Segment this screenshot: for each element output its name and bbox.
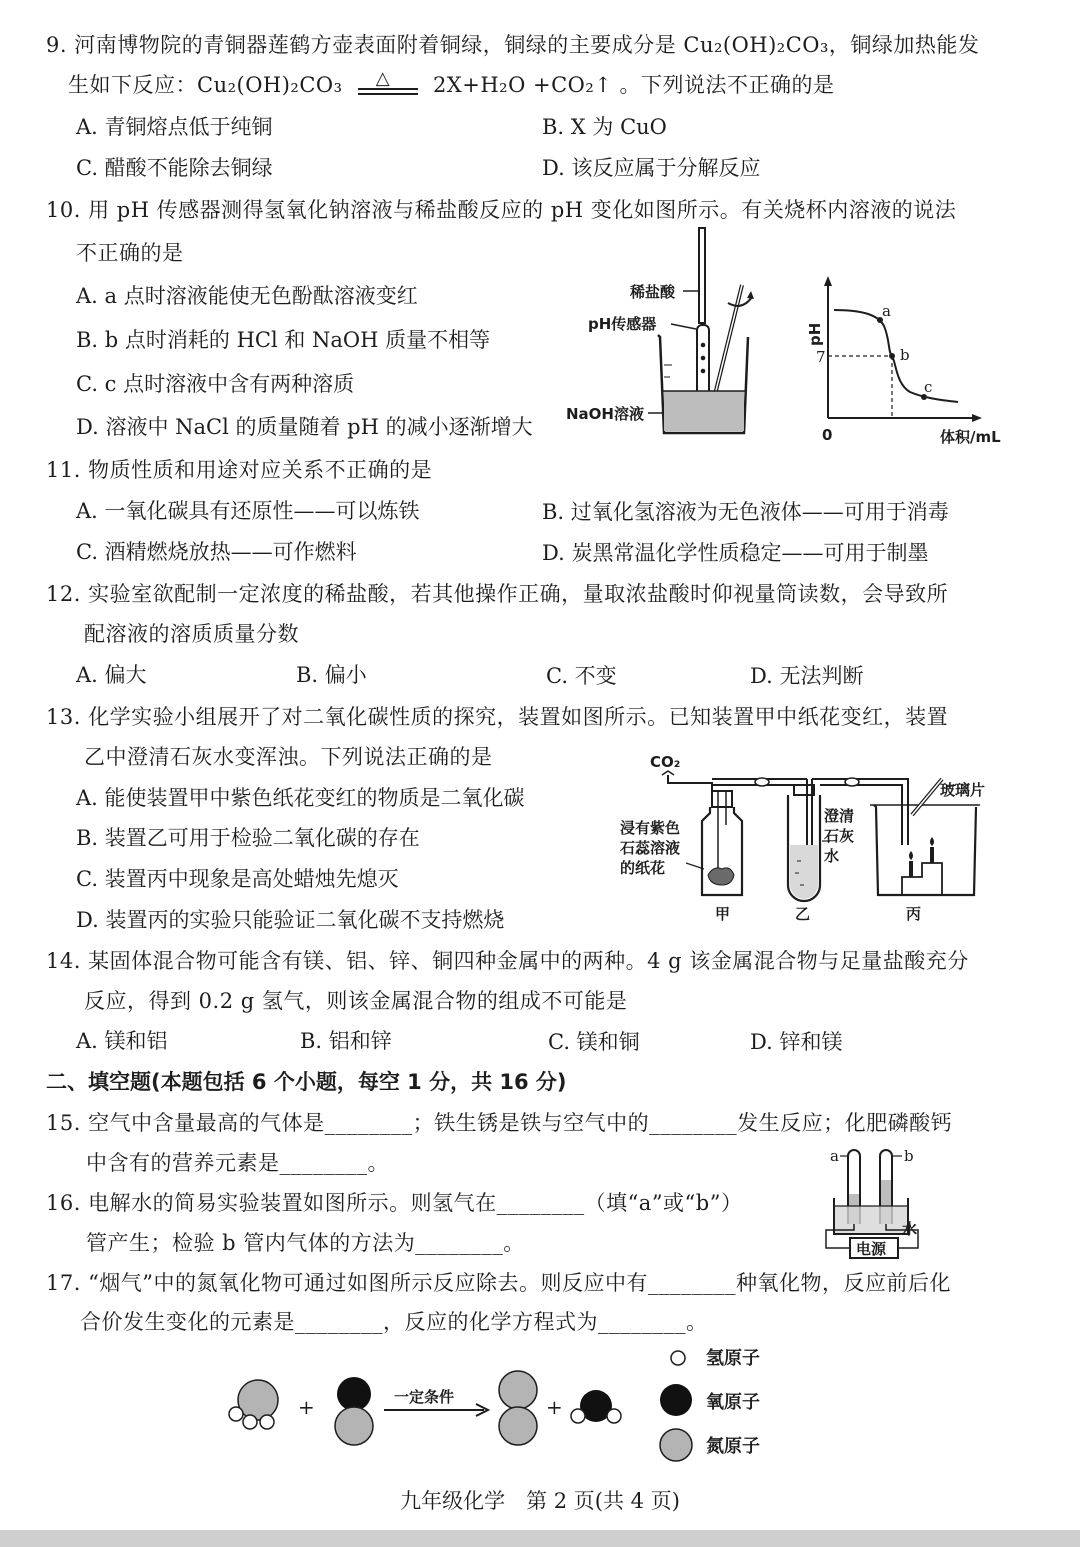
q10-stem-line2: 不正确的是	[76, 241, 184, 265]
plus-2: +	[546, 1395, 563, 1419]
y-axis-label: pH	[806, 322, 824, 346]
point-b	[889, 353, 895, 359]
legend-h-label: 氢原子	[706, 1348, 760, 1369]
paper-label-line1: 浸有紫色	[620, 819, 681, 837]
legend-n-atom-icon	[660, 1429, 692, 1461]
point-b-label: b	[900, 346, 910, 364]
q12-option-d[interactable]: D. 无法判断	[750, 664, 864, 688]
naoh-label: NaOH溶液	[566, 405, 644, 423]
sensor-label: pH传感器	[588, 315, 657, 333]
acid-label: 稀盐酸	[630, 283, 676, 301]
q14-stem-line2: 反应，得到 0.2 g 氢气，则该金属混合物的组成不可能是	[84, 989, 628, 1013]
q10-ph-graph	[800, 270, 1020, 450]
q11-option-c[interactable]: C. 酒精燃烧放热——可作燃料	[76, 540, 357, 564]
q10-option-d[interactable]: D. 溶液中 NaCl 的质量随着 pH 的减小逐渐增大	[76, 415, 533, 439]
bottom-divider	[0, 1530, 1080, 1547]
co2-label: CO₂	[650, 753, 681, 771]
glass-plate-label: 玻璃片	[940, 781, 986, 799]
q12-option-a[interactable]: A. 偏大	[76, 663, 147, 687]
paper-label-line2: 石蕊溶液	[620, 839, 681, 857]
reaction-condition: 一定条件	[394, 1388, 455, 1406]
q11-option-a[interactable]: A. 一氧化碳具有还原性——可以炼铁	[76, 499, 420, 523]
tube-b-label: b	[904, 1147, 914, 1165]
power-label: 电源	[856, 1240, 887, 1258]
lime-label-line3: 水	[824, 847, 840, 865]
page-footer: 九年级化学 第 2 页(共 4 页)	[400, 1489, 680, 1513]
q16-stem-line2: 管产生；检验 b 管内气体的方法为________。	[86, 1231, 525, 1255]
q16-electrolysis-figure	[822, 1144, 932, 1264]
q9-stem-line1: 9. 河南博物院的青铜器莲鹤方壶表面附着铜绿，铜绿的主要成分是 Cu₂(OH)₂CO₃，铜绿加热能发	[46, 33, 980, 57]
q9-option-c[interactable]: C. 醋酸不能除去铜绿	[76, 156, 273, 180]
paper-label-line3: 的纸花	[620, 859, 666, 877]
q14-option-b[interactable]: B. 铝和锌	[300, 1029, 392, 1053]
q12-stem-line2: 配溶液的溶质质量分数	[84, 622, 299, 646]
q13-option-b[interactable]: B. 装置乙可用于检验二氧化碳的存在	[76, 826, 420, 850]
q14-option-a[interactable]: A. 镁和铝	[76, 1029, 168, 1053]
legend-o-label: 氧原子	[706, 1392, 760, 1413]
q11-stem: 11. 物质性质和用途对应关系不正确的是	[46, 458, 433, 482]
x-axis-label: 体积/mL	[940, 428, 1001, 446]
q13-option-c[interactable]: C. 装置丙中现象是高处蜡烛先熄灭	[76, 867, 399, 891]
q15-stem-line2: 中含有的营养元素是________。	[86, 1151, 389, 1175]
q17-reaction-figure	[222, 1342, 782, 1472]
q9-heat-arrow	[358, 67, 418, 100]
legend-n-label: 氮原子	[706, 1436, 760, 1457]
q10-stem-line1: 10. 用 pH 传感器测得氢氧化钠溶液与稀盐酸反应的 pH 变化如图所示。有关烧杯内溶液的说法	[46, 198, 957, 222]
point-c-label: c	[924, 378, 933, 396]
q13-option-d[interactable]: D. 装置丙的实验只能验证二氧化碳不支持燃烧	[76, 908, 505, 932]
device-bing-label: 丙	[906, 905, 922, 923]
tube-a-label: a	[830, 1147, 839, 1165]
q11-option-d[interactable]: D. 炭黑常温化学性质稳定——可用于制墨	[542, 541, 929, 565]
q11-option-b[interactable]: B. 过氧化氢溶液为无色液体——可用于消毒	[542, 500, 949, 524]
q17-stem-line1: 17. “烟气”中的氮氧化物可通过如图所示反应除去。则反应中有________种氧化物，反应前后化	[46, 1271, 952, 1295]
q13-option-a[interactable]: A. 能使装置甲中紫色纸花变红的物质是二氧化碳	[76, 786, 525, 810]
q10-beaker-figure	[560, 225, 780, 445]
legend-o-atom-icon	[660, 1384, 692, 1416]
q13-stem-line1: 13. 化学实验小组展开了对二氧化碳性质的探究，装置如图所示。已知装置甲中纸花变红，装置	[46, 705, 949, 729]
legend-h-atom-icon	[671, 1351, 685, 1365]
q15-stem-line1: 15. 空气中含量最高的气体是________；铁生锈是铁与空气中的________发生反应；化肥磷酸钙	[46, 1111, 953, 1135]
q13-apparatus-figure	[612, 745, 1032, 930]
q9-stem-line2	[68, 67, 835, 100]
y-tick-7: 7	[816, 348, 826, 366]
point-a-label: a	[882, 302, 891, 320]
q9-option-b[interactable]: B. X 为 CuO	[542, 115, 667, 139]
q16-stem-line1: 16. 电解水的简易实验装置如图所示。则氢气在________（填“a”或“b”）	[46, 1191, 743, 1215]
plus-1: +	[298, 1395, 315, 1419]
water-label: 水	[902, 1220, 918, 1238]
section-heading: 二、填空题(本题包括 6 个小题，每空 1 分，共 16 分)	[46, 1070, 567, 1094]
q14-stem-line1: 14. 某固体混合物可能含有镁、铝、锌、铜四种金属中的两种。4 g 该金属混合物与足量盐酸充分	[46, 949, 969, 973]
q9-reactant: 生如下反应：Cu₂(OH)₂CO₃	[68, 73, 343, 97]
q12-option-c[interactable]: C. 不变	[546, 664, 617, 688]
lime-label-line1: 澄清	[824, 807, 855, 825]
q14-option-c[interactable]: C. 镁和铜	[548, 1030, 640, 1054]
q9-option-a[interactable]: A. 青铜熔点低于纯铜	[76, 115, 273, 139]
q17-stem-line2: 合价发生变化的元素是________，反应的化学方程式为________。	[80, 1310, 708, 1334]
device-yi-label: 乙	[795, 905, 811, 923]
q13-stem-line2: 乙中澄清石灰水变浑浊。下列说法正确的是	[84, 745, 493, 769]
q10-option-b[interactable]: B. b 点时消耗的 HCl 和 NaOH 质量不相等	[76, 328, 491, 352]
q9-products: 2X+H₂O +CO₂↑ 。下列说法不正确的是	[432, 73, 835, 97]
q14-option-d[interactable]: D. 锌和镁	[750, 1030, 843, 1054]
q9-option-d[interactable]: D. 该反应属于分解反应	[542, 156, 761, 180]
q10-option-a[interactable]: A. a 点时溶液能使无色酚酞溶液变红	[76, 284, 418, 308]
heat-symbol-icon: △	[375, 67, 391, 89]
lime-label-line2: 石灰	[824, 827, 855, 845]
q10-option-c[interactable]: C. c 点时溶液中含有两种溶质	[76, 372, 355, 396]
q12-option-b[interactable]: B. 偏小	[296, 663, 367, 687]
q12-stem-line1: 12. 实验室欲配制一定浓度的稀盐酸，若其他操作正确，量取浓盐酸时仰视量筒读数，会导致所	[46, 582, 949, 606]
origin-label: 0	[822, 426, 833, 444]
device-jia-label: 甲	[715, 905, 731, 923]
